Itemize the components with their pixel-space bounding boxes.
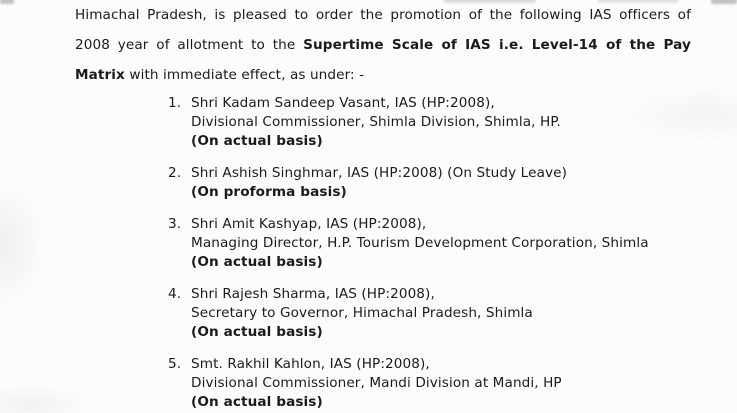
- promotion-basis-line: (On proforma basis): [191, 184, 347, 200]
- list-item-number: 1.: [168, 95, 182, 111]
- scan-artifact: [0, 0, 14, 4]
- officer-name-line: Shri Kadam Sandeep Vasant, IAS (HP:2008),: [191, 95, 495, 111]
- intro-line-2: [75, 30, 691, 60]
- intro-line-2-regular: 2008 year of allotment to the: [75, 37, 304, 53]
- intro-line-2-bold: Supertime Scale of IAS i.e. Level-14 of the Pay: [303, 37, 691, 53]
- list-item-content: [191, 355, 708, 412]
- intro-paragraph: [75, 0, 691, 90]
- list-item-number: 3.: [168, 216, 182, 232]
- officer-order-list: [168, 94, 708, 413]
- promotion-basis-line: (On actual basis): [191, 254, 323, 270]
- officer-name-line: Shri Rajesh Sharma, IAS (HP:2008),: [191, 286, 435, 302]
- order-list-item-1: [168, 94, 708, 151]
- intro-line-3: [75, 60, 691, 90]
- list-item-content: [191, 94, 708, 151]
- officer-designation-line: Secretary to Governor, Himachal Pradesh, Shimla: [191, 305, 533, 321]
- order-list-item-5: [168, 355, 708, 412]
- officer-designation-line: Divisional Commissioner, Mandi Division at Mandi, HP: [191, 375, 562, 391]
- list-item-content: [191, 164, 708, 202]
- list-item-number: 2.: [168, 165, 182, 181]
- order-list-item-2: [168, 164, 708, 202]
- officer-name-line: Shri Ashish Singhmar, IAS (HP:2008) (On Study Leave): [191, 165, 568, 181]
- promotion-basis-line: (On actual basis): [191, 324, 323, 340]
- intro-line-3-bold: Matrix: [75, 67, 125, 83]
- officer-designation-line: Managing Director, H.P. Tourism Development Corporation, Shimla: [191, 235, 649, 251]
- order-list-item-4: [168, 285, 708, 342]
- scan-artifact: [711, 0, 737, 4]
- promotion-basis-line: (On actual basis): [191, 394, 323, 410]
- promotion-basis-line: (On actual basis): [191, 133, 323, 149]
- officer-name-line: Smt. Rakhil Kahlon, IAS (HP:2008),: [191, 356, 430, 372]
- officer-designation-line: Divisional Commissioner, Shimla Division, Shimla, HP.: [191, 114, 561, 130]
- list-item-content: [191, 285, 708, 342]
- officer-name-line: Shri Amit Kashyap, IAS (HP:2008),: [191, 216, 427, 232]
- list-item-number: 5.: [168, 356, 182, 372]
- intro-line-1-text: Himachal Pradesh, is pleased to order the promotion of the following IAS officers of: [75, 7, 691, 23]
- intro-line-1: [75, 0, 691, 30]
- list-item-number: 4.: [168, 286, 182, 302]
- order-list-item-3: [168, 215, 708, 272]
- intro-line-3-regular: with immediate effect, as under: -: [124, 67, 365, 83]
- list-item-content: [191, 215, 708, 272]
